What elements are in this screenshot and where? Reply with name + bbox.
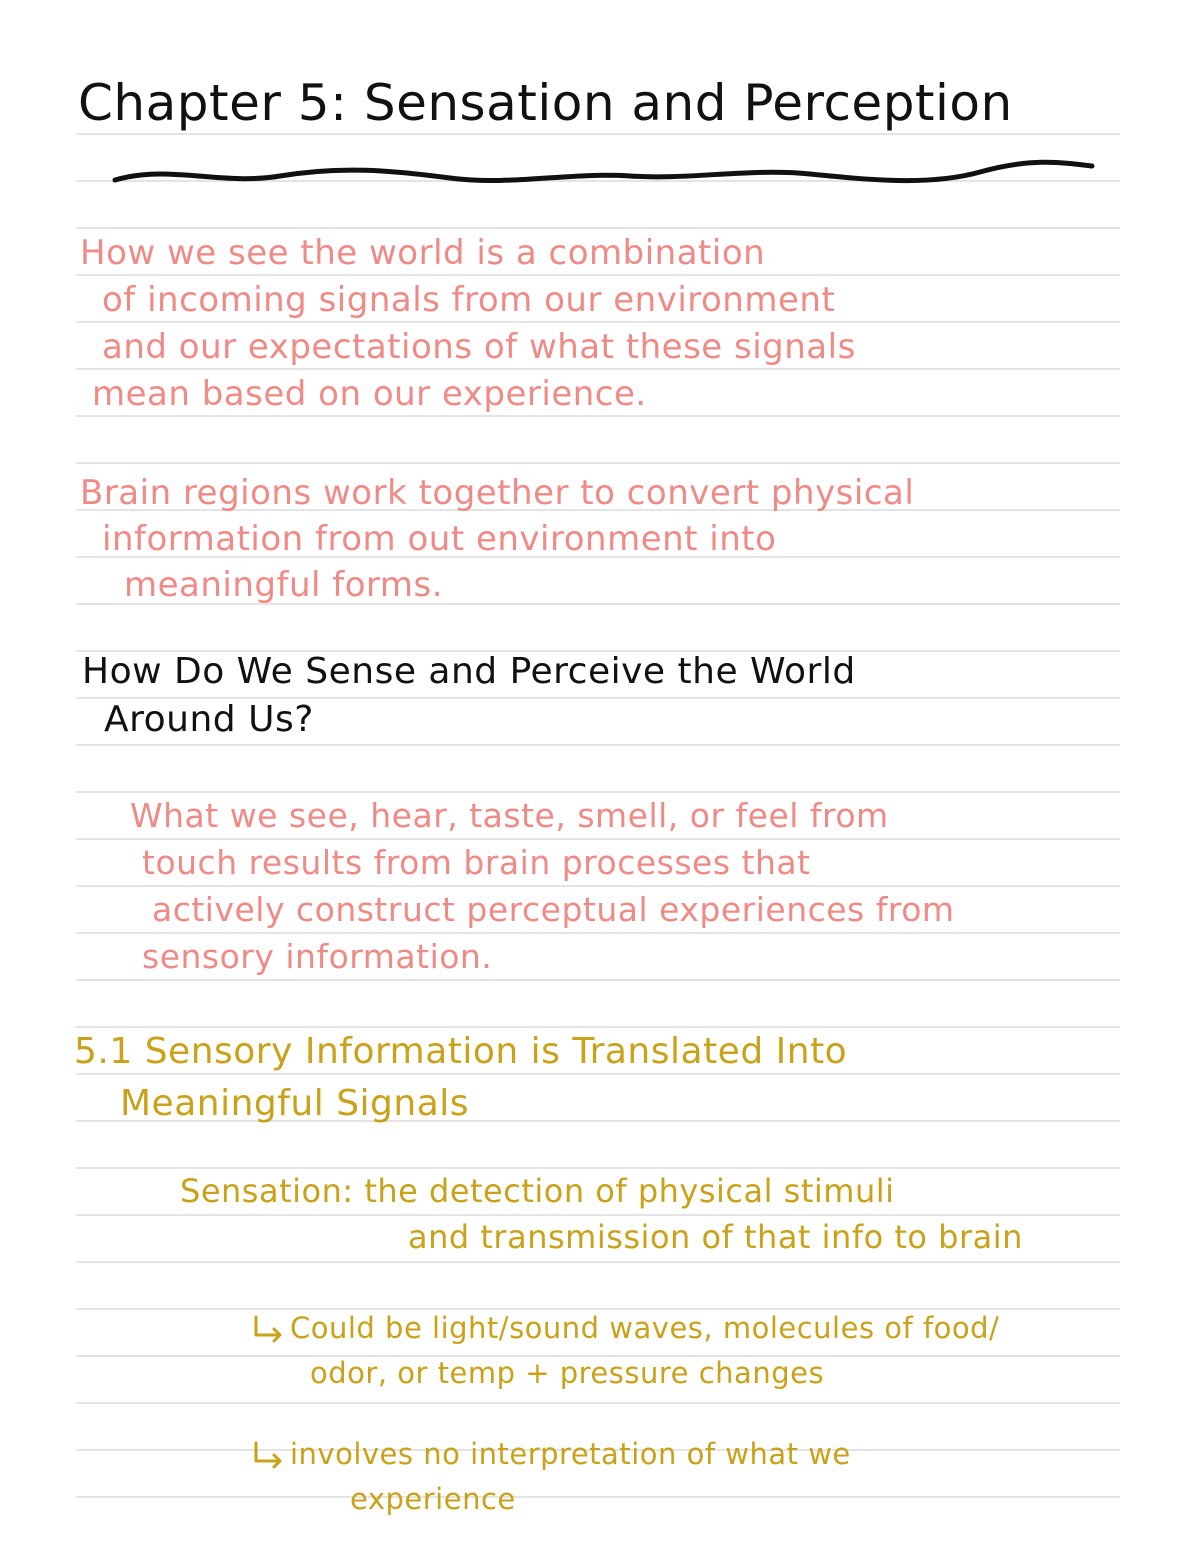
senses-line: actively construct perceptual experiences from [152,890,955,929]
senses-line: sensory information. [142,937,493,976]
section-line: Meaningful Signals [120,1083,470,1124]
intro-line: of incoming signals from our environment [102,280,836,320]
title-underline [110,156,1100,192]
page-title: Chapter 5: Sensation and Perception [78,74,1013,132]
bullet-line: experience [350,1482,516,1516]
section-line: 5.1 Sensory Information is Translated Into [74,1031,848,1072]
bullet-light-sound [250,1306,999,1396]
intro-paragraph [80,230,856,418]
senses-line: What we see, hear, taste, smell, or feel from [130,796,889,835]
section-heading [74,1026,847,1130]
arrow-icon [250,1315,290,1345]
brain-line: meaningful forms. [124,565,444,605]
senses-paragraph [130,792,955,980]
question-heading [82,648,856,744]
senses-line: touch results from brain processes that [142,843,811,882]
question-line: Around Us? [104,699,314,740]
sensation-definition [180,1168,1023,1260]
arrow-icon [250,1441,290,1471]
brain-line: information from out environment into [102,519,777,559]
bullet-line: odor, or temp + pressure changes [310,1356,825,1390]
brain-line: Brain regions work together to convert physical [80,473,915,513]
sensation-line: and transmission of that info to brain [408,1218,1023,1256]
intro-line: How we see the world is a combination [80,233,766,273]
brain-paragraph [80,470,914,608]
bullet-line: involves no interpretation of what we [290,1437,851,1471]
bullet-no-interpretation [250,1432,851,1522]
intro-line: mean based on our experience. [92,374,647,414]
sensation-line: Sensation: the detection of physical stimuli [180,1172,895,1210]
bullet-line: Could be light/sound waves, molecules of food/ [290,1311,1000,1345]
intro-line: and our expectations of what these signals [102,327,856,367]
question-line: How Do We Sense and Perceive the World [82,651,856,692]
